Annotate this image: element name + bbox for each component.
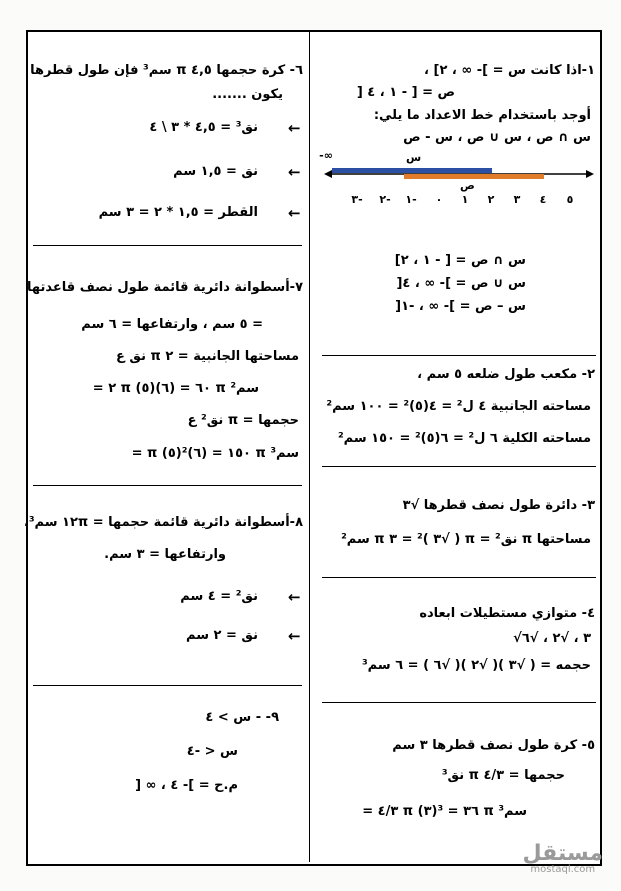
q5-line3: = ٤/٣ π (٣)³ = ٣٦ π سم³ <box>362 804 527 819</box>
q4-line2: √٣ ، √٢ ، √٦ <box>513 631 591 646</box>
watermark-url: mostaql.com <box>530 864 596 875</box>
q2-line1: ٢- مكعب طول ضلعه ٥ سم ، <box>417 367 595 382</box>
tick-label: ١ <box>461 193 469 206</box>
q7-line1: ٧-أسطوانة دائرية قائمة طول نصف قاعدتها <box>27 280 303 295</box>
q3-line2: مساحتها π نق² = π ( √٣ )² = ٣ π سم² <box>341 532 591 547</box>
tick-label: ٣ <box>513 193 521 206</box>
tick-label: ٣- <box>351 193 363 206</box>
watermark-arabic: مستقل <box>522 841 603 866</box>
set-s-bar <box>332 168 492 173</box>
tick-label: ٢ <box>487 193 495 206</box>
tick-label: ٤ <box>539 193 547 206</box>
q6-line2: يكون ....... <box>212 87 283 102</box>
arrow-icon: ← <box>288 119 301 137</box>
q8-step1: نق² = ٤ سم <box>180 589 258 604</box>
divider <box>33 245 302 246</box>
set-s-label: س <box>406 151 422 164</box>
column-divider <box>309 30 310 862</box>
q7-line5: حجمها = π نق² ع <box>187 413 299 428</box>
q8-line2: وارتفاعها = ٣ سم. <box>104 547 226 562</box>
q4-line3: حجمه = ( √٣ )( √٢ )( √٦ ) = ٦ سم³ <box>361 658 591 673</box>
arrow-icon: ← <box>288 204 301 222</box>
tick-label: ٠ <box>435 193 443 206</box>
watermark-logo <box>523 843 603 875</box>
q1-line4: س ∩ ص ، س ∪ ص ، س - ص <box>403 130 591 145</box>
q6-step3: القطر = ١,٥ * ٢ = ٣ سم <box>98 205 258 220</box>
divider <box>322 355 596 356</box>
divider <box>322 702 596 703</box>
q6-step1: نق³ = ٤,٥ * ٣ \ ٤ <box>149 120 258 135</box>
q1-answer-intersection: س ∩ ص = [ - ١ ، ٢] <box>394 253 526 268</box>
q9-line1: ٩- - س > ٤ <box>205 710 279 725</box>
q6-line1: ٦- كرة حجمها ٤,٥ π سم³ فإن طول قطرها <box>30 63 303 78</box>
number-line <box>319 149 597 210</box>
q7-line3: مساحتها الجانبية = ٢ π نق ع <box>115 349 299 364</box>
q9-line2: س < -٤ <box>186 744 238 759</box>
set-p-label: ص <box>460 179 475 192</box>
q1-line1: ١-اذا كانت س = ]- ∞ ، ٢] ، <box>424 63 595 78</box>
q3-line1: ٣- دائرة طول نصف قطرها √٣ <box>402 498 595 513</box>
q2-line3: مساحته الكلية ٦ ل² = ٦(٥)² = ١٥٠ سم² <box>337 431 591 446</box>
q1-line2: ص = [ - ١ ، ٤ [ <box>356 85 455 100</box>
q1-line3: أوجد باستخدام خط الاعداد ما يلي: <box>373 108 591 123</box>
q5-line1: ٥- كرة طول نصف قطرها ٣ سم <box>392 738 595 753</box>
divider <box>33 685 302 686</box>
tick-label: ١- <box>405 193 417 206</box>
divider <box>322 466 596 467</box>
arrow-icon: ← <box>288 588 301 606</box>
q8-step2: نق = ٢ سم <box>186 628 258 643</box>
arrow-icon: ← <box>288 163 301 181</box>
q7-line2: = ٥ سم ، وارتفاعها = ٦ سم <box>81 317 263 332</box>
divider <box>33 485 302 486</box>
q6-step2: نق = ١,٥ سم <box>173 164 258 179</box>
divider <box>322 577 596 578</box>
tick-label: ٥ <box>566 193 574 206</box>
q2-line2: مساحته الجانبية ٤ ل² = ٤(٥)² = ١٠٠ سم² <box>326 399 591 414</box>
infinity-label: -∞ <box>319 149 333 162</box>
q4-line1: ٤- متوازي مستطيلات ابعاده <box>419 606 595 621</box>
q7-line6: = π (٥)²(٦) = ١٥٠ π سم³ <box>131 446 299 461</box>
arrow-icon: ← <box>288 627 301 645</box>
q5-line2: حجمها = ٤/٣ π نق³ <box>441 768 565 783</box>
q9-line3: م.ح = ]- ٤ ، ∞ [ <box>135 778 238 793</box>
q1-answer-union: س ∪ ص = ]- ∞ ، ٤[ <box>396 276 526 291</box>
tick-label: ٢- <box>379 193 391 206</box>
q8-line1: ٨-أسطوانة دائرية قائمة حجمها = ١٢π سم³، <box>23 515 303 530</box>
q1-answer-difference: س – ص = ]- ∞ ، -١[ <box>395 299 526 314</box>
q7-line4: = ٢ π (٥)(٦) = ٦٠ π سم² <box>92 381 259 396</box>
